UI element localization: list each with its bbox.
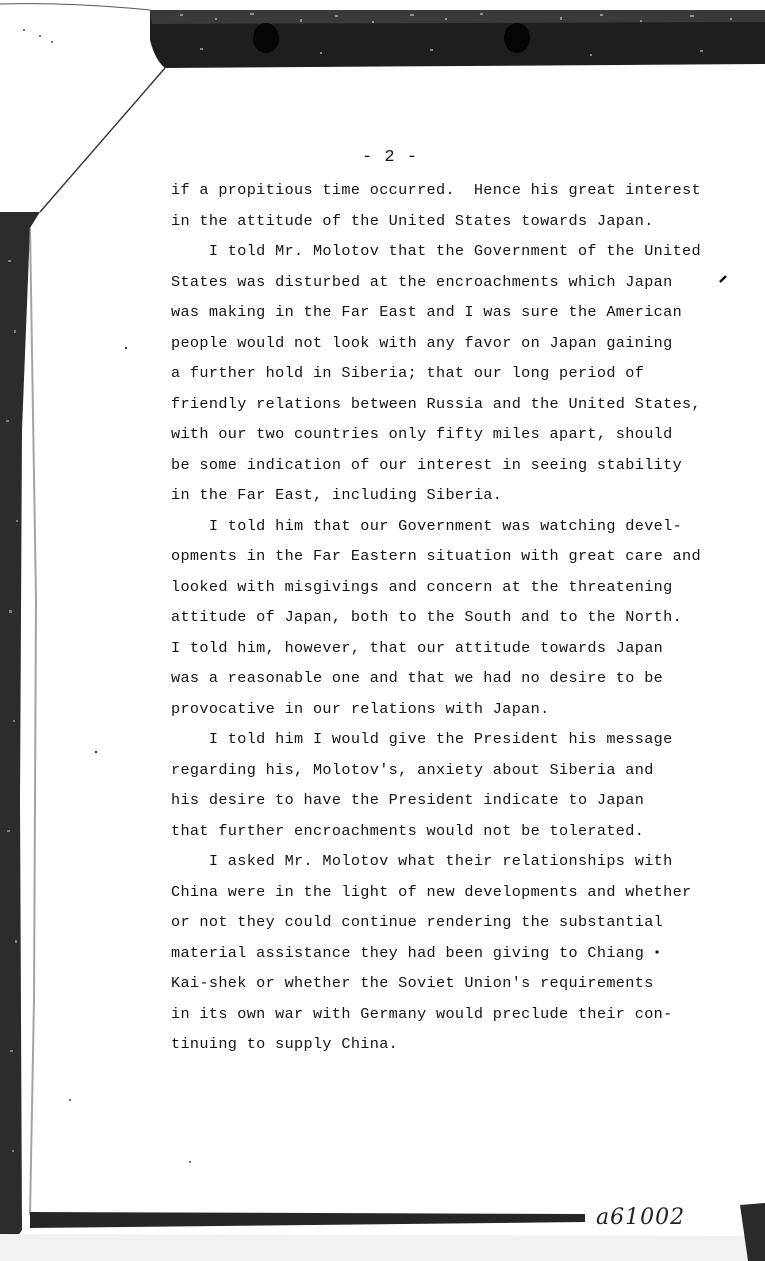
text-line: China were in the light of new developments and whether — [171, 882, 692, 901]
text-line: was a reasonable one and that we had no desire to be — [171, 669, 664, 687]
text-line: I told him I would give the President his message — [171, 730, 673, 748]
text-line: provocative in our relations with Japan. — [171, 699, 550, 718]
bottom-edge-shadow — [30, 1212, 585, 1228]
text-line: attitude of Japan, both to the South and to the North. — [171, 608, 683, 626]
text-line: Kai-shek or whether the Soviet Union's requirements — [171, 974, 654, 992]
text-line: in the Far East, including Siberia. — [171, 486, 503, 504]
text-line: I asked Mr. Molotov what their relationships with — [171, 852, 673, 870]
text-line: I told him that our Government was watching devel- — [171, 516, 683, 535]
fold-line — [40, 68, 165, 212]
text-line: material assistance they had been giving to Chiang — [171, 943, 645, 962]
text-line: his desire to have the President indicate to Japan — [171, 791, 645, 809]
text-line: opments in the Far Eastern situation with great care and — [171, 547, 701, 565]
text-line: I told him, however, that our attitude towards Japan — [171, 638, 664, 657]
text-line: with our two countries only fifty miles apart, should — [171, 425, 673, 443]
left-edge-shadow — [0, 212, 40, 1261]
page-number: - 2 - — [361, 148, 418, 167]
text-line: looked with misgivings and concern at the threatening — [171, 577, 673, 596]
text-line: or not they could continue rendering the substantial — [171, 913, 664, 931]
punch-hole-right — [504, 23, 530, 53]
text-line: regarding his, Molotov's, anxiety about Siberia and — [171, 760, 654, 779]
text-line: I told Mr. Molotov that the Government of the United — [171, 242, 701, 260]
handwritten-document-id: a61002 — [596, 1205, 686, 1230]
text-line: be some indication of our interest in seeing stability — [171, 455, 683, 474]
text-line: a further hold in Siberia; that our long period of — [171, 364, 645, 382]
text-line: in its own war with Germany would preclude their con- — [171, 1004, 673, 1023]
letter-body — [171, 175, 711, 1060]
text-line: in the attitude of the United States towards Japan. — [171, 211, 654, 230]
text-line: friendly relations between Russia and the United States, — [171, 394, 701, 413]
text-line: that further encroachments would not be tolerated. — [171, 821, 645, 840]
text-line: if a propitious time occurred. Hence his great interest — [171, 181, 701, 199]
text-line: was making in the Far East and I was sure the American — [171, 303, 683, 321]
text-line: people would not look with any favor on Japan gaining — [171, 333, 673, 352]
punch-hole-left — [253, 23, 279, 53]
text-line: tinuing to supply China. — [171, 1035, 399, 1053]
text-line: States was disturbed at the encroachments which Japan — [171, 272, 673, 291]
